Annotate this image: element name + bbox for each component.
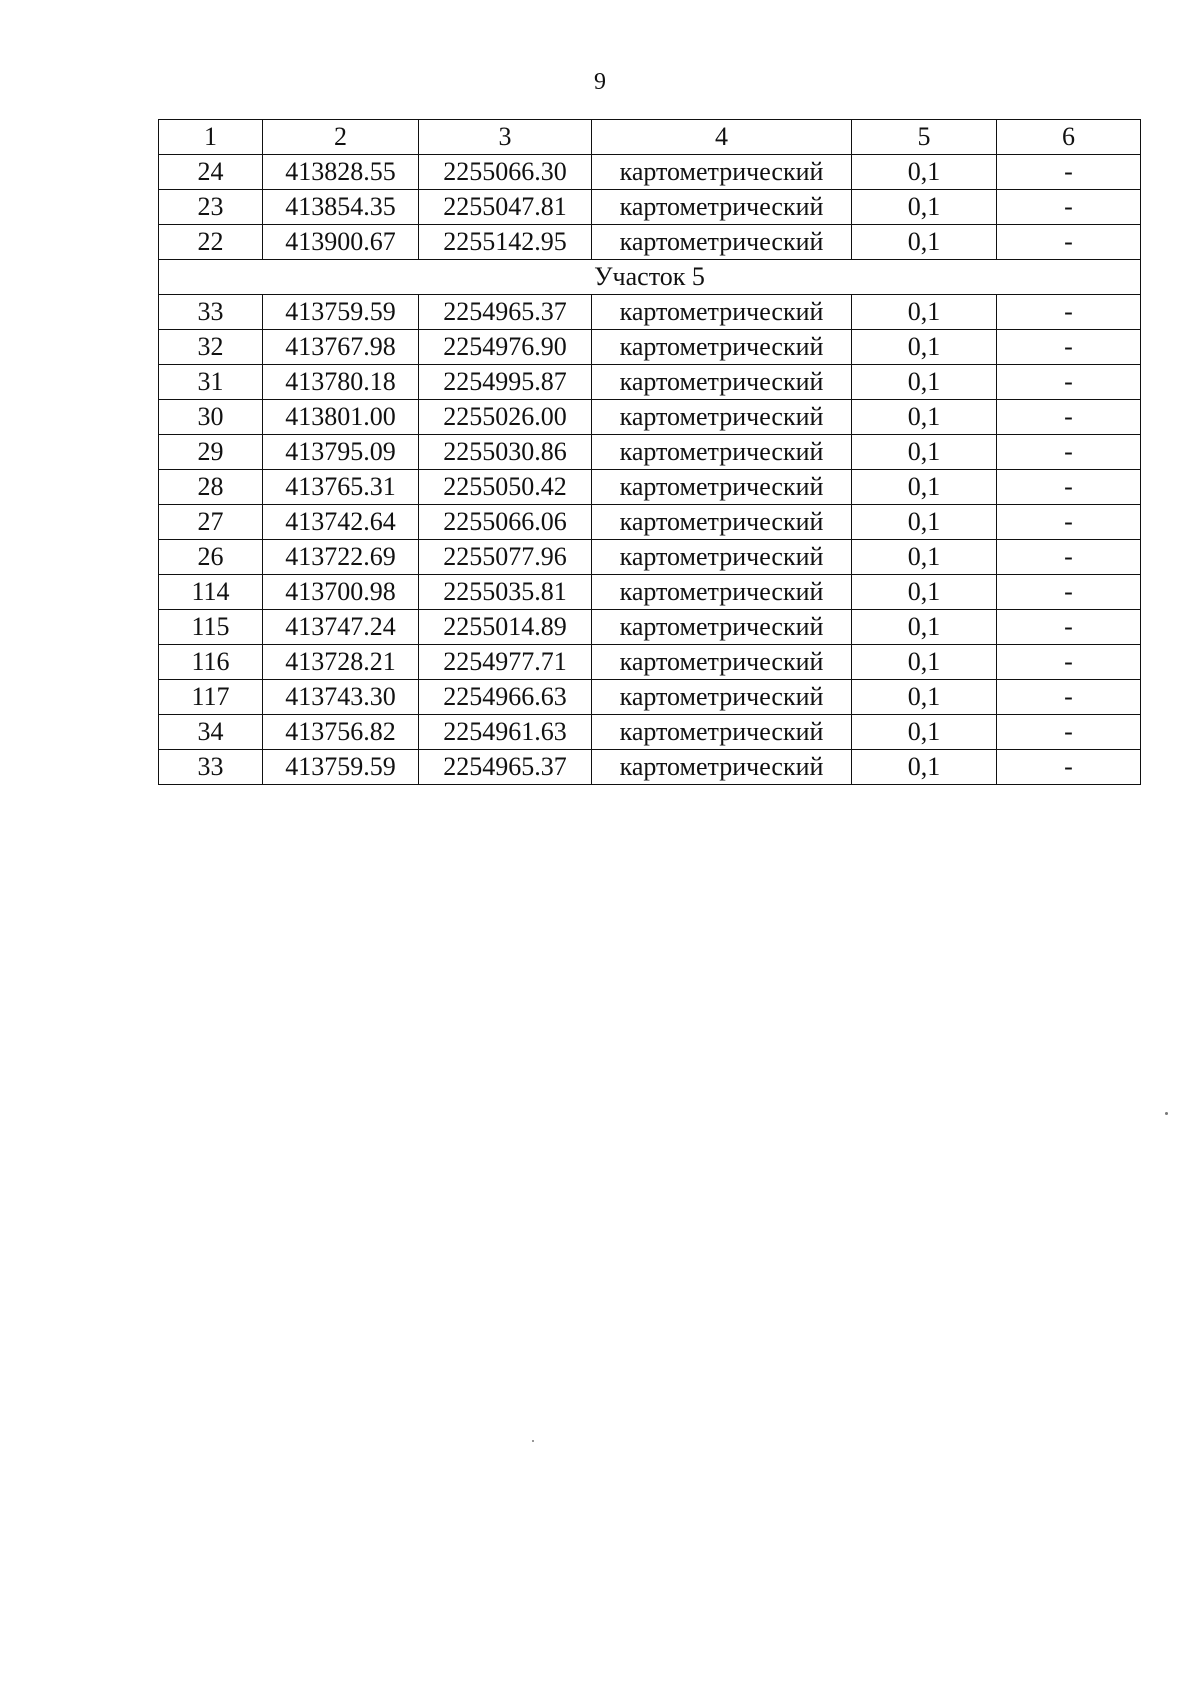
y-coordinate-cell: 2255142.95: [419, 225, 592, 260]
point-number-cell: 114: [159, 575, 263, 610]
table-row: [159, 155, 1141, 190]
accuracy-cell: 0,1: [852, 225, 997, 260]
x-coordinate-cell: 413728.21: [263, 645, 419, 680]
point-number-cell: 30: [159, 400, 263, 435]
coordinates-table-body: [159, 120, 1141, 785]
accuracy-cell: 0,1: [852, 610, 997, 645]
table-row: [159, 750, 1141, 785]
method-cell: картометрический: [592, 155, 852, 190]
x-coordinate-cell: 413795.09: [263, 435, 419, 470]
point-number-cell: 27: [159, 505, 263, 540]
method-cell: картометрический: [592, 470, 852, 505]
x-coordinate-cell: 413756.82: [263, 715, 419, 750]
accuracy-cell: 0,1: [852, 715, 997, 750]
note-cell: -: [997, 470, 1141, 505]
y-coordinate-cell: 2254966.63: [419, 680, 592, 715]
y-coordinate-cell: 2254995.87: [419, 365, 592, 400]
point-number-cell: 116: [159, 645, 263, 680]
note-cell: -: [997, 645, 1141, 680]
method-cell: картометрический: [592, 295, 852, 330]
accuracy-cell: 0,1: [852, 680, 997, 715]
x-coordinate-cell: 413742.64: [263, 505, 419, 540]
table-row: [159, 365, 1141, 400]
x-coordinate-cell: 413722.69: [263, 540, 419, 575]
table-row: [159, 190, 1141, 225]
method-cell: картометрический: [592, 750, 852, 785]
y-coordinate-cell: 2255066.06: [419, 505, 592, 540]
accuracy-cell: 0,1: [852, 155, 997, 190]
point-number-cell: 29: [159, 435, 263, 470]
table-row: [159, 645, 1141, 680]
accuracy-cell: 0,1: [852, 400, 997, 435]
section-title: Участок 5: [159, 260, 1141, 295]
method-cell: картометрический: [592, 540, 852, 575]
note-cell: -: [997, 715, 1141, 750]
table-row: [159, 330, 1141, 365]
table-row: [159, 715, 1141, 750]
accuracy-cell: 0,1: [852, 295, 997, 330]
coordinates-table: [158, 119, 1141, 785]
x-coordinate-cell: 413700.98: [263, 575, 419, 610]
accuracy-cell: 0,1: [852, 505, 997, 540]
point-number-cell: 24: [159, 155, 263, 190]
point-number-cell: 117: [159, 680, 263, 715]
accuracy-cell: 0,1: [852, 190, 997, 225]
note-cell: -: [997, 435, 1141, 470]
method-cell: картометрический: [592, 610, 852, 645]
accuracy-cell: 0,1: [852, 365, 997, 400]
method-cell: картометрический: [592, 330, 852, 365]
y-coordinate-cell: 2255035.81: [419, 575, 592, 610]
method-cell: картометрический: [592, 225, 852, 260]
y-coordinate-cell: 2255077.96: [419, 540, 592, 575]
point-number-cell: 115: [159, 610, 263, 645]
y-coordinate-cell: 2255050.42: [419, 470, 592, 505]
table-row: [159, 540, 1141, 575]
method-cell: картометрический: [592, 400, 852, 435]
header-cell-5: 5: [852, 120, 997, 155]
note-cell: -: [997, 155, 1141, 190]
page-number: 9: [594, 69, 606, 95]
header-row: [159, 120, 1141, 155]
y-coordinate-cell: 2255047.81: [419, 190, 592, 225]
accuracy-cell: 0,1: [852, 470, 997, 505]
y-coordinate-cell: 2255030.86: [419, 435, 592, 470]
point-number-cell: 23: [159, 190, 263, 225]
note-cell: -: [997, 365, 1141, 400]
table-row: [159, 575, 1141, 610]
method-cell: картометрический: [592, 645, 852, 680]
x-coordinate-cell: 413801.00: [263, 400, 419, 435]
table-row: [159, 680, 1141, 715]
method-cell: картометрический: [592, 435, 852, 470]
y-coordinate-cell: 2254961.63: [419, 715, 592, 750]
x-coordinate-cell: 413780.18: [263, 365, 419, 400]
note-cell: -: [997, 540, 1141, 575]
note-cell: -: [997, 190, 1141, 225]
accuracy-cell: 0,1: [852, 750, 997, 785]
header-cell-4: 4: [592, 120, 852, 155]
note-cell: -: [997, 505, 1141, 540]
y-coordinate-cell: 2255014.89: [419, 610, 592, 645]
table-row: [159, 610, 1141, 645]
x-coordinate-cell: 413900.67: [263, 225, 419, 260]
accuracy-cell: 0,1: [852, 540, 997, 575]
scan-speck: [532, 1440, 534, 1442]
x-coordinate-cell: 413767.98: [263, 330, 419, 365]
method-cell: картометрический: [592, 365, 852, 400]
note-cell: -: [997, 680, 1141, 715]
method-cell: картометрический: [592, 575, 852, 610]
header-cell-1: 1: [159, 120, 263, 155]
method-cell: картометрический: [592, 680, 852, 715]
point-number-cell: 34: [159, 715, 263, 750]
table-row: [159, 435, 1141, 470]
x-coordinate-cell: 413747.24: [263, 610, 419, 645]
y-coordinate-cell: 2254965.37: [419, 750, 592, 785]
point-number-cell: 33: [159, 750, 263, 785]
point-number-cell: 32: [159, 330, 263, 365]
note-cell: -: [997, 610, 1141, 645]
x-coordinate-cell: 413759.59: [263, 750, 419, 785]
header-cell-2: 2: [263, 120, 419, 155]
note-cell: -: [997, 295, 1141, 330]
point-number-cell: 33: [159, 295, 263, 330]
header-cell-3: 3: [419, 120, 592, 155]
x-coordinate-cell: 413759.59: [263, 295, 419, 330]
note-cell: -: [997, 575, 1141, 610]
method-cell: картометрический: [592, 190, 852, 225]
note-cell: -: [997, 330, 1141, 365]
table-row: [159, 400, 1141, 435]
accuracy-cell: 0,1: [852, 575, 997, 610]
y-coordinate-cell: 2255066.30: [419, 155, 592, 190]
accuracy-cell: 0,1: [852, 645, 997, 680]
method-cell: картометрический: [592, 715, 852, 750]
table-row: [159, 470, 1141, 505]
point-number-cell: 22: [159, 225, 263, 260]
table-row: [159, 295, 1141, 330]
note-cell: -: [997, 750, 1141, 785]
x-coordinate-cell: 413828.55: [263, 155, 419, 190]
x-coordinate-cell: 413854.35: [263, 190, 419, 225]
scan-speck: [1165, 1112, 1168, 1115]
point-number-cell: 26: [159, 540, 263, 575]
header-cell-6: 6: [997, 120, 1141, 155]
x-coordinate-cell: 413743.30: [263, 680, 419, 715]
x-coordinate-cell: 413765.31: [263, 470, 419, 505]
note-cell: -: [997, 400, 1141, 435]
y-coordinate-cell: 2254977.71: [419, 645, 592, 680]
note-cell: -: [997, 225, 1141, 260]
point-number-cell: 31: [159, 365, 263, 400]
table-row: [159, 225, 1141, 260]
y-coordinate-cell: 2255026.00: [419, 400, 592, 435]
method-cell: картометрический: [592, 505, 852, 540]
accuracy-cell: 0,1: [852, 435, 997, 470]
point-number-cell: 28: [159, 470, 263, 505]
section-row: [159, 260, 1141, 295]
y-coordinate-cell: 2254976.90: [419, 330, 592, 365]
table-row: [159, 505, 1141, 540]
y-coordinate-cell: 2254965.37: [419, 295, 592, 330]
accuracy-cell: 0,1: [852, 330, 997, 365]
